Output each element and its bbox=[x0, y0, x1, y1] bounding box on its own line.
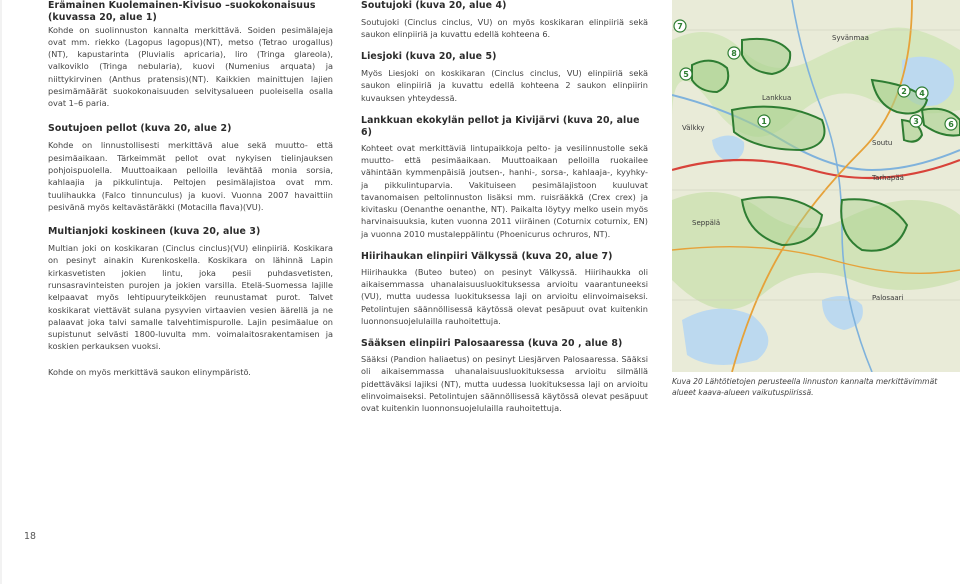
marker-4-label: 4 bbox=[919, 89, 925, 98]
marker-2-label: 2 bbox=[901, 87, 907, 96]
section-body-liesjoki: Myös Liesjoki on koskikaran (Cinclus cinclus, VU) elinpiiriä sekä saukon elinpiiriä ja kuvattu edellä kohteena 2 saukon elinpiirin kuvauksen yhteydessä. bbox=[361, 68, 648, 103]
map-figure bbox=[672, 0, 960, 372]
marker-6-label: 6 bbox=[948, 120, 954, 129]
left-column bbox=[48, 0, 333, 378]
marker-7-label: 7 bbox=[677, 22, 683, 31]
place-label-syvanmaa: Syvänmaa bbox=[832, 34, 869, 42]
middle-column bbox=[361, 0, 648, 415]
section-title-lankkua: Lankkuan ekokylän pellot ja Kivijärvi (kuva 20, alue 6) bbox=[361, 115, 640, 138]
figure-caption: Kuva 20 Lähtötietojen perusteella linnuston kannalta merkittävimmät alueet kaava-alueen vaikutuspiirissä. bbox=[672, 377, 938, 397]
map-svg bbox=[672, 0, 960, 372]
section-body-palosaari: Sääksi (Pandion haliaetus) on pesinyt Liesjärven Palosaaressa. Sääksi oli aikaisemmassa uhanalaisuusluokituksessa arvioitu silmällä pidettäväksi lajiksi (NT), mutta uudessa luokituksessa laji on arvioitu elinvoimaiseksi. Petolintujen säännöllisessä käytössä olevat pesäpuut ovat kuitenkin luonnonsuojelulailla rauhoitettuja. bbox=[361, 354, 648, 414]
marker-1-label: 1 bbox=[761, 117, 767, 126]
section-title-liesjoki: Liesjoki (kuva 20, alue 5) bbox=[361, 51, 497, 63]
section-title-multianjoki: Multianjoki koskineen (kuva 20, alue 3) bbox=[48, 226, 261, 238]
section-extra-multianjoki: Kohde on myös merkittävä saukon elinympäristö. bbox=[48, 366, 251, 377]
section-title-kuolemainen: Erämainen Kuolemainen-Kivisuo –suokokonaisuus (kuvassa 20, alue 1) bbox=[48, 0, 316, 23]
place-label-seppala: Seppälä bbox=[692, 219, 721, 227]
section-body-multianjoki: Multian joki on koskikaran (Cinclus cinclus)(VU) elinpiiriä. Koskikara on pesinyt ainakin Kurenkoskella. Koskikara on lähinnä Lapin kirkasvetisten jokien lintu, joka pesii puhdasvetisten, runsasravinteisten purojen ja jokien varsilla. Etelä-Suomessa lajille kelpaavat myös lehtipuuryteikköjen reunustamat purot. Talvet koskikarat viettävät sulana pysyvien virtaavien vesien äärellä ja ne palaavat joka talvi samalle talvehtimispurolle. Lajin pesimäalue on supistunut selvästi 1800-luvulta mm. voimalaitosrakentamisen ja koskien perkauksen vuoksi. bbox=[48, 243, 333, 352]
section-title-soutujoen-pellot: Soutujoen pellot (kuva 20, alue 2) bbox=[48, 122, 232, 134]
marker-5-label: 5 bbox=[683, 70, 689, 79]
section-title-palosaari: Sääksen elinpiiri Palosaaressa (kuva 20 , alue 8) bbox=[361, 338, 623, 350]
section-body-soutujoki: Soutujoki (Cinclus cinclus, VU) on myös koskikaran elinpiiriä sekä saukon elinpiiriä ja kuvattu edellä kohteena 6. bbox=[361, 16, 648, 40]
section-body-soutujoen-pellot: Kohde on linnustollisesti merkittävä alue sekä muutto- että pesimäaikaan. Tärkeimmät pellot ovat nykyisen tielinjauksen pohjoispuolella. Muuttoaikaan pelloilla levähtää monia sorsia, kahlaajia ja pikkulintuja. Peltojen pesimälajistoa ovat mm. tuulihaukka (Falco tinnunculus) ja kuovi. Vuonna 2007 havaittiin pesivänä myös keltavästäräkki (Motacilla flava)(VU). bbox=[48, 140, 333, 212]
section-title-valkky: Hiirihaukan elinpiiri Välkyssä (kuva 20, alue 7) bbox=[361, 251, 613, 263]
section-body-lankkua: Kohteet ovat merkittäviä lintupaikkoja pelto- ja vesilinnustolle sekä muutto- että pesimäaikaan. Muuttoaikaan pelloilla ruokailee vähintään kymmenpäisiä joutsen-, hanhi-, sorsa-, kahlaaja-, kyyhky- ja pikkulintuparvia. Vakituiseen pesimälajistoon kuuluvat tavanomaisen peltolinnuston lisäksi mm. ruisrääkkä (Crex crex) ja kivitasku (Oenanthe oenanthe, NT). Paikalta löytyy melko usein myös harvinaisuuksia, kuten vuonna 2011 viiräinen (Coturnix coturnix, EN) ja vuonna 2010 mustaleppälintu (Phoenicurus ochruros, NT). bbox=[361, 142, 648, 239]
section-body-kuolemainen: Kohde on suolinnuston kannalta merkittävä. Soiden pesimälajeja ovat mm. riekko (Lagopus lagopus)(NT), metso (Tetrao urogallus)(NT), kapustarinta (Pluvialis apricaria), liro (Tringa glareola), valkoviklo (Tringa nebularia), kuovi (Numenius arquata) ja niittykirvinen (Anthus pratensis)(NT). Kaikkien mainittujen lajien pesimämäärät suokokonaisuuden selvitysalueen puoleisella osalla ovat 1–6 paria. bbox=[48, 24, 333, 109]
place-label-lankkua: Lankkua bbox=[762, 94, 792, 102]
section-body-valkky: Hiirihaukka (Buteo buteo) on pesinyt Välkyssä. Hiirihaukka oli aikaisemmassa uhanalaisuusluokituksessa arvioitu vaarantuneeksi (VU), mutta uudessa luokituksessa laji on arvioitu elinvoimaiseksi. Petolintujen säännöllisessä käytössä olevat pesäpuut ovat kuitenkin luonnonsuojelulailla rauhoitettuja. bbox=[361, 266, 648, 327]
marker-3-label: 3 bbox=[913, 117, 919, 126]
page-number: 18 bbox=[24, 531, 36, 542]
section-title-soutujoki: Soutujoki (kuva 20, alue 4) bbox=[361, 0, 507, 11]
page-edge bbox=[0, 0, 2, 584]
marker-8-label: 8 bbox=[731, 49, 737, 58]
place-label-tarhapaa: Tarhapää bbox=[872, 174, 904, 182]
place-label-valkky: Välkky bbox=[682, 124, 705, 132]
place-label-soutu: Soutu bbox=[872, 139, 893, 147]
place-label-palosaari: Palosaari bbox=[872, 294, 904, 302]
